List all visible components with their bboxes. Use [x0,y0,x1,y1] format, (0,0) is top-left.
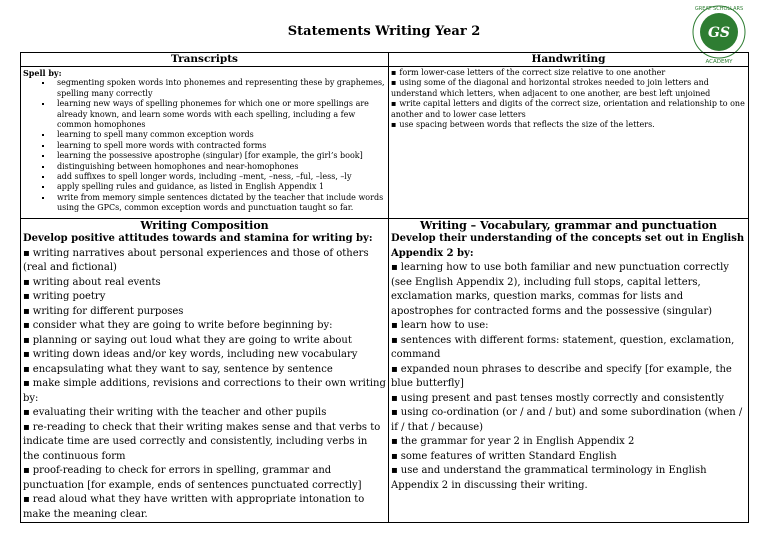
transcripts-list [23,78,386,213]
composition-lead: Develop positive attitudes towards and stamina for writing by: [23,233,373,244]
vgp-cell [389,219,749,523]
list-item: ▪ encapsulating what they want to say, sentence by sentence [23,364,333,375]
transcripts-cell [21,67,389,219]
list-item: ▪ the grammar for year 2 in English Appendix 2 [391,435,746,450]
list-item: ▪ using co-ordination (or / and / but) and some subordination (when / if / that / because) [391,406,746,435]
list-item: ▪ writing for different purposes [23,305,386,320]
list-item: ▪ learning how to use both familiar and new punctuation correctly (see English Appendix 2), including full stops, capital letters, exclamation marks, question marks, commas for lists and apostrophes for contracted forms and the possessive (singular) [391,261,746,319]
list-item: ▪ make simple additions, revisions and corrections to their own writing by: [23,377,386,406]
list-item: ▪ sentences with different forms: statement, question, exclamation, command [391,334,746,363]
list-item: ▪ read aloud what they have written with appropriate intonation to make the meaning clear. [23,493,386,522]
list-item: ▪ using some of the diagonal and horizontal strokes needed to join letters and understand which letters, when adjacent to one another, are best left unjoined [391,78,746,99]
composition-cell [21,219,389,523]
list-item: ▪ apply spelling rules and guidance, as listed in English Appendix 1 [53,182,386,192]
list-item: ▪ learning to spell many common exception words [53,130,386,140]
list-item: ▪ learning to spell more words with contracted forms [53,141,386,151]
vgp-heading: Writing – Vocabulary, grammar and punctuation [420,219,717,232]
list-item: ▪ distinguishing between homophones and near-homophones [53,162,386,172]
vgp-lead: Develop their understanding of the concepts set out in English Appendix 2 by: [391,233,745,259]
list-item: ▪ form lower-case letters of the correct size relative to one another [391,68,746,78]
composition-heading: Writing Composition [140,219,269,232]
list-item: ▪ use spacing between words that reflects the size of the letters. [391,120,746,130]
transcripts-heading: Transcripts [21,53,389,67]
list-item: ▪ using present and past tenses mostly correctly and consistently [391,392,746,407]
list-item: ▪ segmenting spoken words into phonemes and representing these by graphemes, spelling many correctly [53,78,386,99]
logo-top-text: GREAT SCHOLLARS [694,6,744,12]
handwriting-cell [389,67,749,219]
list-item: ▪ write capital letters and digits of the correct size, orientation and relationship to one another and to lower case letters [391,99,746,120]
list-item: ▪ writing poetry [23,290,386,305]
list-item: ▪ expanded noun phrases to describe and specify [for example, the blue butterfly] [391,363,746,392]
statements-table [20,52,749,523]
list-item: ▪ planning or saying out loud what they are going to write about [23,335,352,346]
list-item: ▪ learning new ways of spelling phonemes for which one or more spellings are already known, and learn some words with each spelling, including a few common homophones [53,99,386,130]
list-item: ▪ some features of written Standard English [391,450,746,465]
list-item: ▪ writing down ideas and/or key words, including new vocabulary [23,349,357,360]
list-item: ▪ writing narratives about personal experiences and those of others (real and fictional) [23,247,386,276]
logo-bottom-text: ACADEMY [705,59,733,64]
planning-line [23,334,386,378]
list-item: ▪ learning the possessive apostrophe (singular) [for example, the girl’s book] [53,151,386,161]
list-item: ▪ use and understand the grammatical terminology in English Appendix 2 in discussing their writing. [391,464,746,493]
list-item: ▪ evaluating their writing with the teacher and other pupils [23,406,386,421]
list-item: ▪ writing about real events [23,276,386,291]
document-title: Statements Writing Year 2 [287,24,481,39]
transcripts-intro: Spell by: [23,68,62,78]
list-item: ▪ consider what they are going to write before beginning by: [23,319,386,334]
handwriting-heading: Handwriting [389,53,749,67]
list-item: ▪ add suffixes to spell longer words, including –ment, –ness, –ful, –less, –ly [53,172,386,182]
list-item: ▪ write from memory simple sentences dictated by the teacher that include words using the GPCs, common exception words and punctuation taught so far. [53,193,386,214]
logo-monogram: GS [707,25,731,41]
list-item: ▪ learn how to use: [391,319,746,334]
list-item: ▪ proof-reading to check for errors in spelling, grammar and punctuation [for example, ends of sentences punctuated correctly] [23,464,386,493]
list-item: ▪ re-reading to check that their writing makes sense and that verbs to indicate time are used correctly and consistently, including verbs in the continuous form [23,421,386,465]
